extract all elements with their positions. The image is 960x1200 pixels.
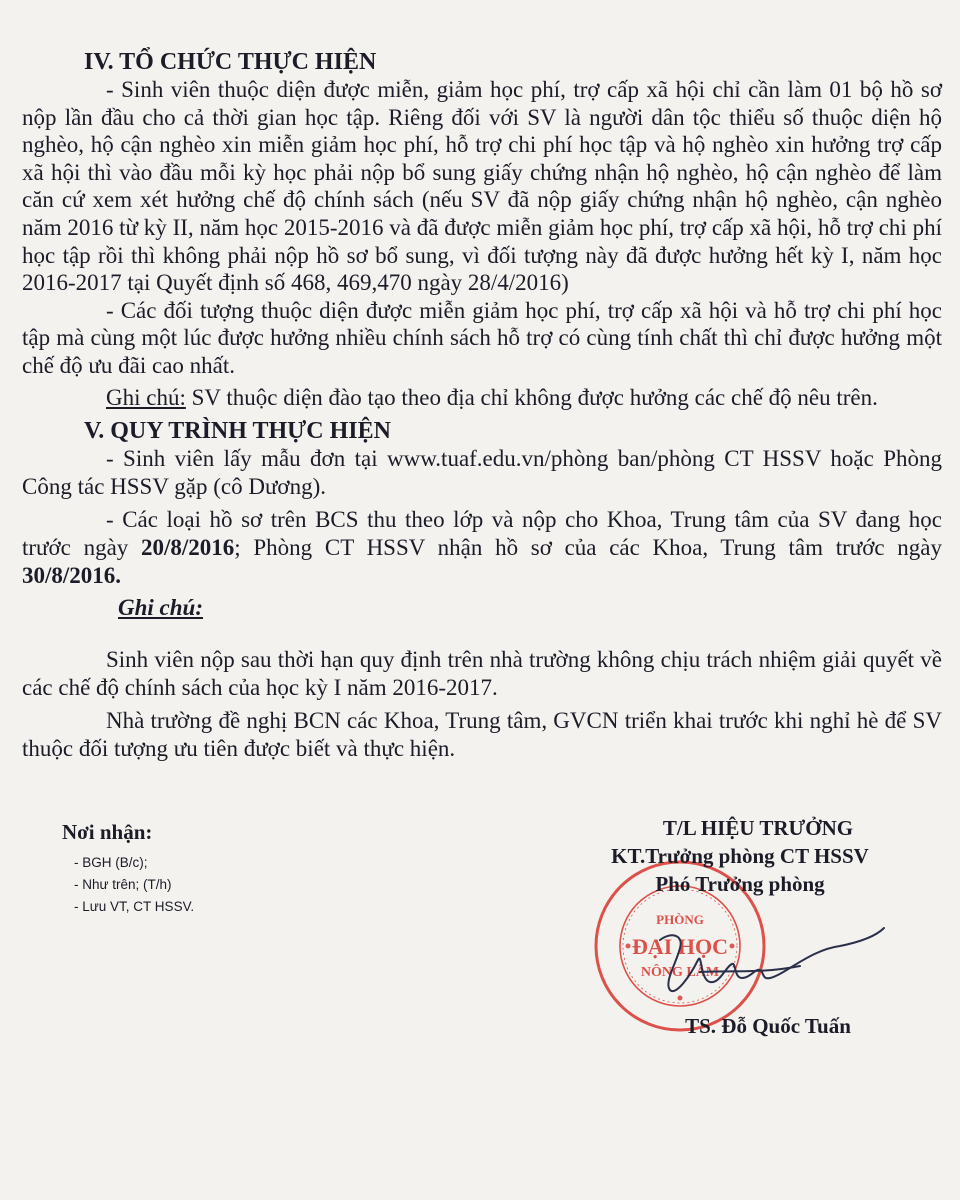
section-4-heading: IV. TỔ CHỨC THỰC HIỆN (84, 49, 377, 75)
document-body (22, 48, 942, 762)
handwritten-signature (640, 920, 890, 1010)
recipients-list (62, 852, 362, 918)
recipients-block (62, 818, 362, 918)
deadline-date-2: 30/8/2016. (22, 562, 122, 588)
note-text: SV thuộc diện đào tạo theo địa chỉ không được hưởng các chế độ nêu trên. (185, 384, 878, 410)
stamp-center-bottom: NÔNG LÂM (640, 965, 720, 980)
signature-title: T/L HIỆU TRƯỞNG (662, 816, 854, 840)
recipient-item: - Lưu VT, CT HSSV. (74, 899, 195, 914)
section-5-note-2: Nhà trường đề nghị BCN các Khoa, Trung tâm, GVCN triển khai trước khi nghỉ hè để SV thuộc đối tượng ưu tiên được biết và thực hiện. (22, 708, 942, 761)
stamp-center-main: ĐẠI HỌC (632, 934, 728, 959)
signature-position: Phó Trưởng phòng (655, 872, 825, 896)
paragraph-2-part-b: ; Phòng CT HSSV nhận hồ sơ của các Khoa, Trung tâm trước ngày (234, 534, 942, 560)
note-label: Ghi chú: (106, 384, 186, 410)
section-5-paragraph-1: - Sinh viên lấy mẫu đơn tại www.tuaf.edu.vn/phòng ban/phòng CT HSSV hoặc Phòng Công tác HSSV gặp (cô Dương). (22, 446, 942, 499)
deadline-date-1: 20/8/2016 (141, 534, 235, 560)
recipient-item: - Như trên; (T/h) (74, 877, 172, 892)
section-5-note-label: Ghi chú: (118, 595, 203, 621)
paragraph-2-part-a: - Các loại hồ sơ trên BCS thu theo lớp và nộp cho Khoa, Trung tâm của SV đang học trước ngày (22, 507, 942, 560)
section-5-note-1: Sinh viên nộp sau thời hạn quy định trên nhà trường không chịu trách nhiệm giải quyết về các chế độ chính sách của học kỳ I năm 2016-2017. (22, 647, 942, 700)
section-5-heading: V. QUY TRÌNH THỰC HIỆN (84, 418, 391, 445)
section-4-paragraph-1: - Sinh viên thuộc diện được miễn, giảm học phí, trợ cấp xã hội chỉ cần làm 01 bộ hồ sơ nộp lần đầu cho cả thời gian học tập. Riêng đối với SV là người dân tộc thiểu số thuộc diện hộ nghèo, hộ cận nghèo xin miễn giảm học phí, hỗ trợ chi phí học tập và hộ nghèo xin hưởng trợ cấp xã hội thì vào đầu mỗi kỳ học phải nộp bổ sung giấy chứng nhận hộ nghèo, hộ cận nghèo để làm căn cứ xem xét hưởng chế độ chính sách (nếu SV đã nộp giấy chứng nhận hộ nghèo, cận nghèo năm 2016 từ kỳ II, năm học 2015-2016 và đã được miễn giảm học phí, trợ cấp xã hội, hỗ trợ chi phí học tập rồi thì không phải nộp hồ sơ bổ sung, vì đối tượng này đã được hưởng hết kỳ I, năm học 2016-2017 tại Quyết định số 468, 469,470 ngày 28/4/2016) (22, 77, 942, 296)
section-5-paragraph-2 (22, 506, 942, 589)
section-4-note (22, 384, 942, 412)
section-4-paragraph-2: - Các đối tượng thuộc diện được miễn giảm học phí, trợ cấp xã hội và hỗ trợ chi phí học tập mà cùng một lúc được hưởng nhiều chính sách hỗ trợ có cùng tính chất thì chỉ được hưởng một chế độ ưu đãi cao nhất. (22, 297, 942, 378)
recipients-title: Nơi nhận: (62, 820, 153, 844)
recipient-item: - BGH (B/c); (74, 855, 148, 870)
signer-name: TS. Đỗ Quốc Tuấn (685, 1014, 851, 1038)
signature-subtitle: KT.Trưởng phòng CT HSSV (611, 844, 869, 868)
stamp-center-top: PHÒNG (656, 912, 704, 927)
